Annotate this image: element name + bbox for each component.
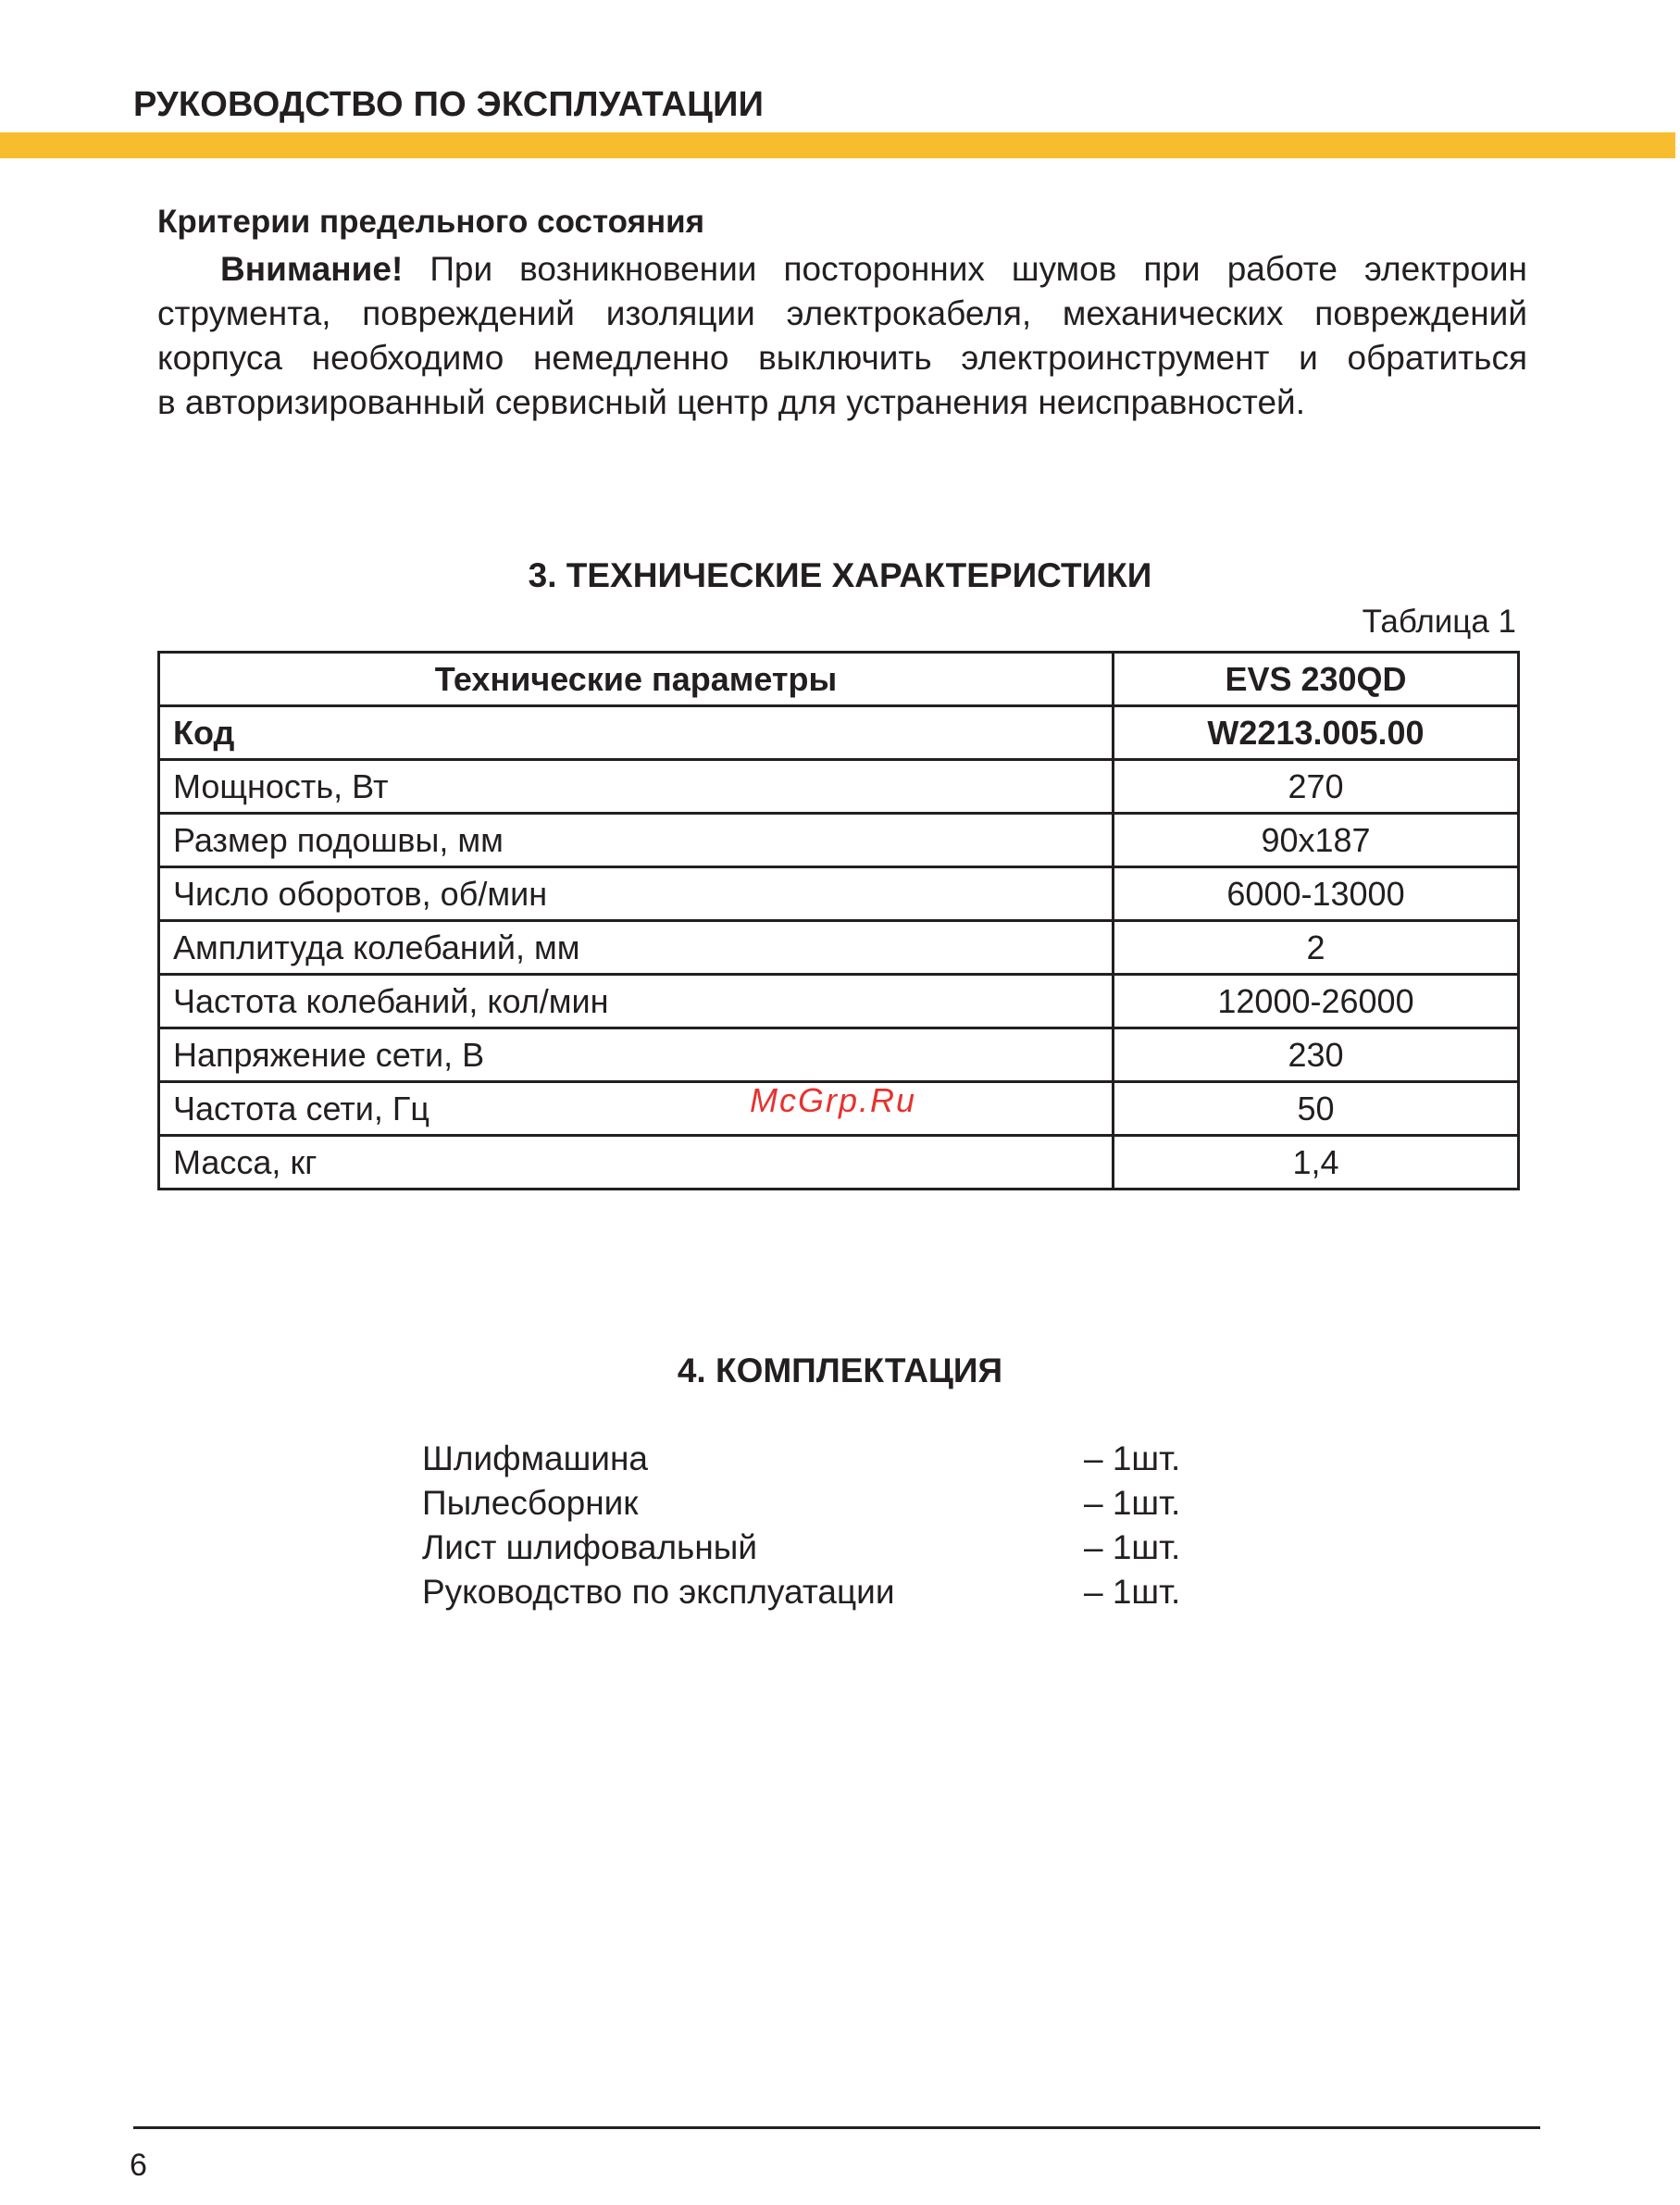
value-cell: 270 (1114, 760, 1519, 814)
value-cell: W2213.005.00 (1114, 706, 1519, 760)
table-row (159, 1136, 1519, 1190)
warning-line-1 (157, 247, 1527, 292)
param-cell: Амплитуда колебаний, мм (159, 921, 1114, 975)
kit-item-qty: – 1шт. (1084, 1439, 1181, 1477)
kit-item-name: Шлифмашина (422, 1439, 648, 1477)
kit-item-qty: – 1шт. (1084, 1573, 1181, 1611)
table-row (159, 867, 1519, 921)
header-param-cell: Технические параметры (159, 653, 1114, 706)
table-row (159, 814, 1519, 867)
warning-line-1-text: При возникновении посторонних шумов при работе электроин (403, 250, 1527, 288)
list-item (422, 1481, 1180, 1526)
value-cell: 230 (1114, 1028, 1519, 1082)
param-cell: Напряжение сети, В (159, 1028, 1114, 1082)
kit-item-name: Руководство по эксплуатации (422, 1573, 895, 1611)
table-row (159, 760, 1519, 814)
specs-table-header-row (159, 653, 1519, 706)
table-caption: Таблица 1 (1362, 604, 1516, 640)
param-cell: Код (159, 706, 1114, 760)
warning-paragraph (157, 247, 1527, 425)
page-number: 6 (130, 2148, 147, 2183)
param-cell: Мощность, Вт (159, 760, 1114, 814)
table-row (159, 706, 1519, 760)
header-model-cell: EVS 230QD (1114, 653, 1519, 706)
header-accent-bar (0, 132, 1675, 158)
kit-item-name: Пылесборник (422, 1484, 639, 1522)
warning-line-4: в авторизированный сервисный центр для устранения неисправностей. (157, 383, 1305, 421)
param-cell: Частота колебаний, кол/мин (159, 975, 1114, 1028)
list-item (422, 1437, 1180, 1481)
specs-section-title: 3. ТЕХНИЧЕСКИЕ ХАРАКТЕРИСТИКИ (528, 556, 1152, 594)
value-cell: 1,4 (1114, 1136, 1519, 1190)
warning-label: Внимание! (220, 250, 404, 288)
warning-line-2: струмента, повреждений изоляции электрокабеля, механических повреждений (157, 294, 1527, 332)
kit-section-title: 4. КОМПЛЕКТАЦИЯ (677, 1352, 1003, 1389)
list-item (422, 1526, 1180, 1570)
warning-line-3: корпуса необходимо немедленно выключить электроинструмент и обратиться (157, 339, 1527, 377)
kit-list (422, 1437, 1180, 1614)
value-cell: 50 (1114, 1082, 1519, 1136)
value-cell: 90x187 (1114, 814, 1519, 867)
watermark: McGrp.Ru (750, 1081, 917, 1119)
kit-item-qty: – 1шт. (1084, 1528, 1181, 1566)
table-row (159, 921, 1519, 975)
table-row (159, 1028, 1519, 1082)
param-cell: Число оборотов, об/мин (159, 867, 1114, 921)
param-cell: Частота сети, Гц (159, 1082, 1114, 1136)
value-cell: 12000-26000 (1114, 975, 1519, 1028)
footer-divider (133, 2126, 1540, 2129)
value-cell: 2 (1114, 921, 1519, 975)
table-row (159, 975, 1519, 1028)
criteria-heading: Критерии предельного состояния (157, 204, 705, 240)
value-cell: 6000-13000 (1114, 867, 1519, 921)
kit-item-qty: – 1шт. (1084, 1484, 1181, 1522)
document-header-title: РУКОВОДСТВО ПО ЭКСПЛУАТАЦИИ (133, 85, 765, 124)
kit-item-name: Лист шлифовальный (422, 1528, 758, 1566)
param-cell: Размер подошвы, мм (159, 814, 1114, 867)
list-item (422, 1570, 1180, 1614)
param-cell: Масса, кг (159, 1136, 1114, 1190)
